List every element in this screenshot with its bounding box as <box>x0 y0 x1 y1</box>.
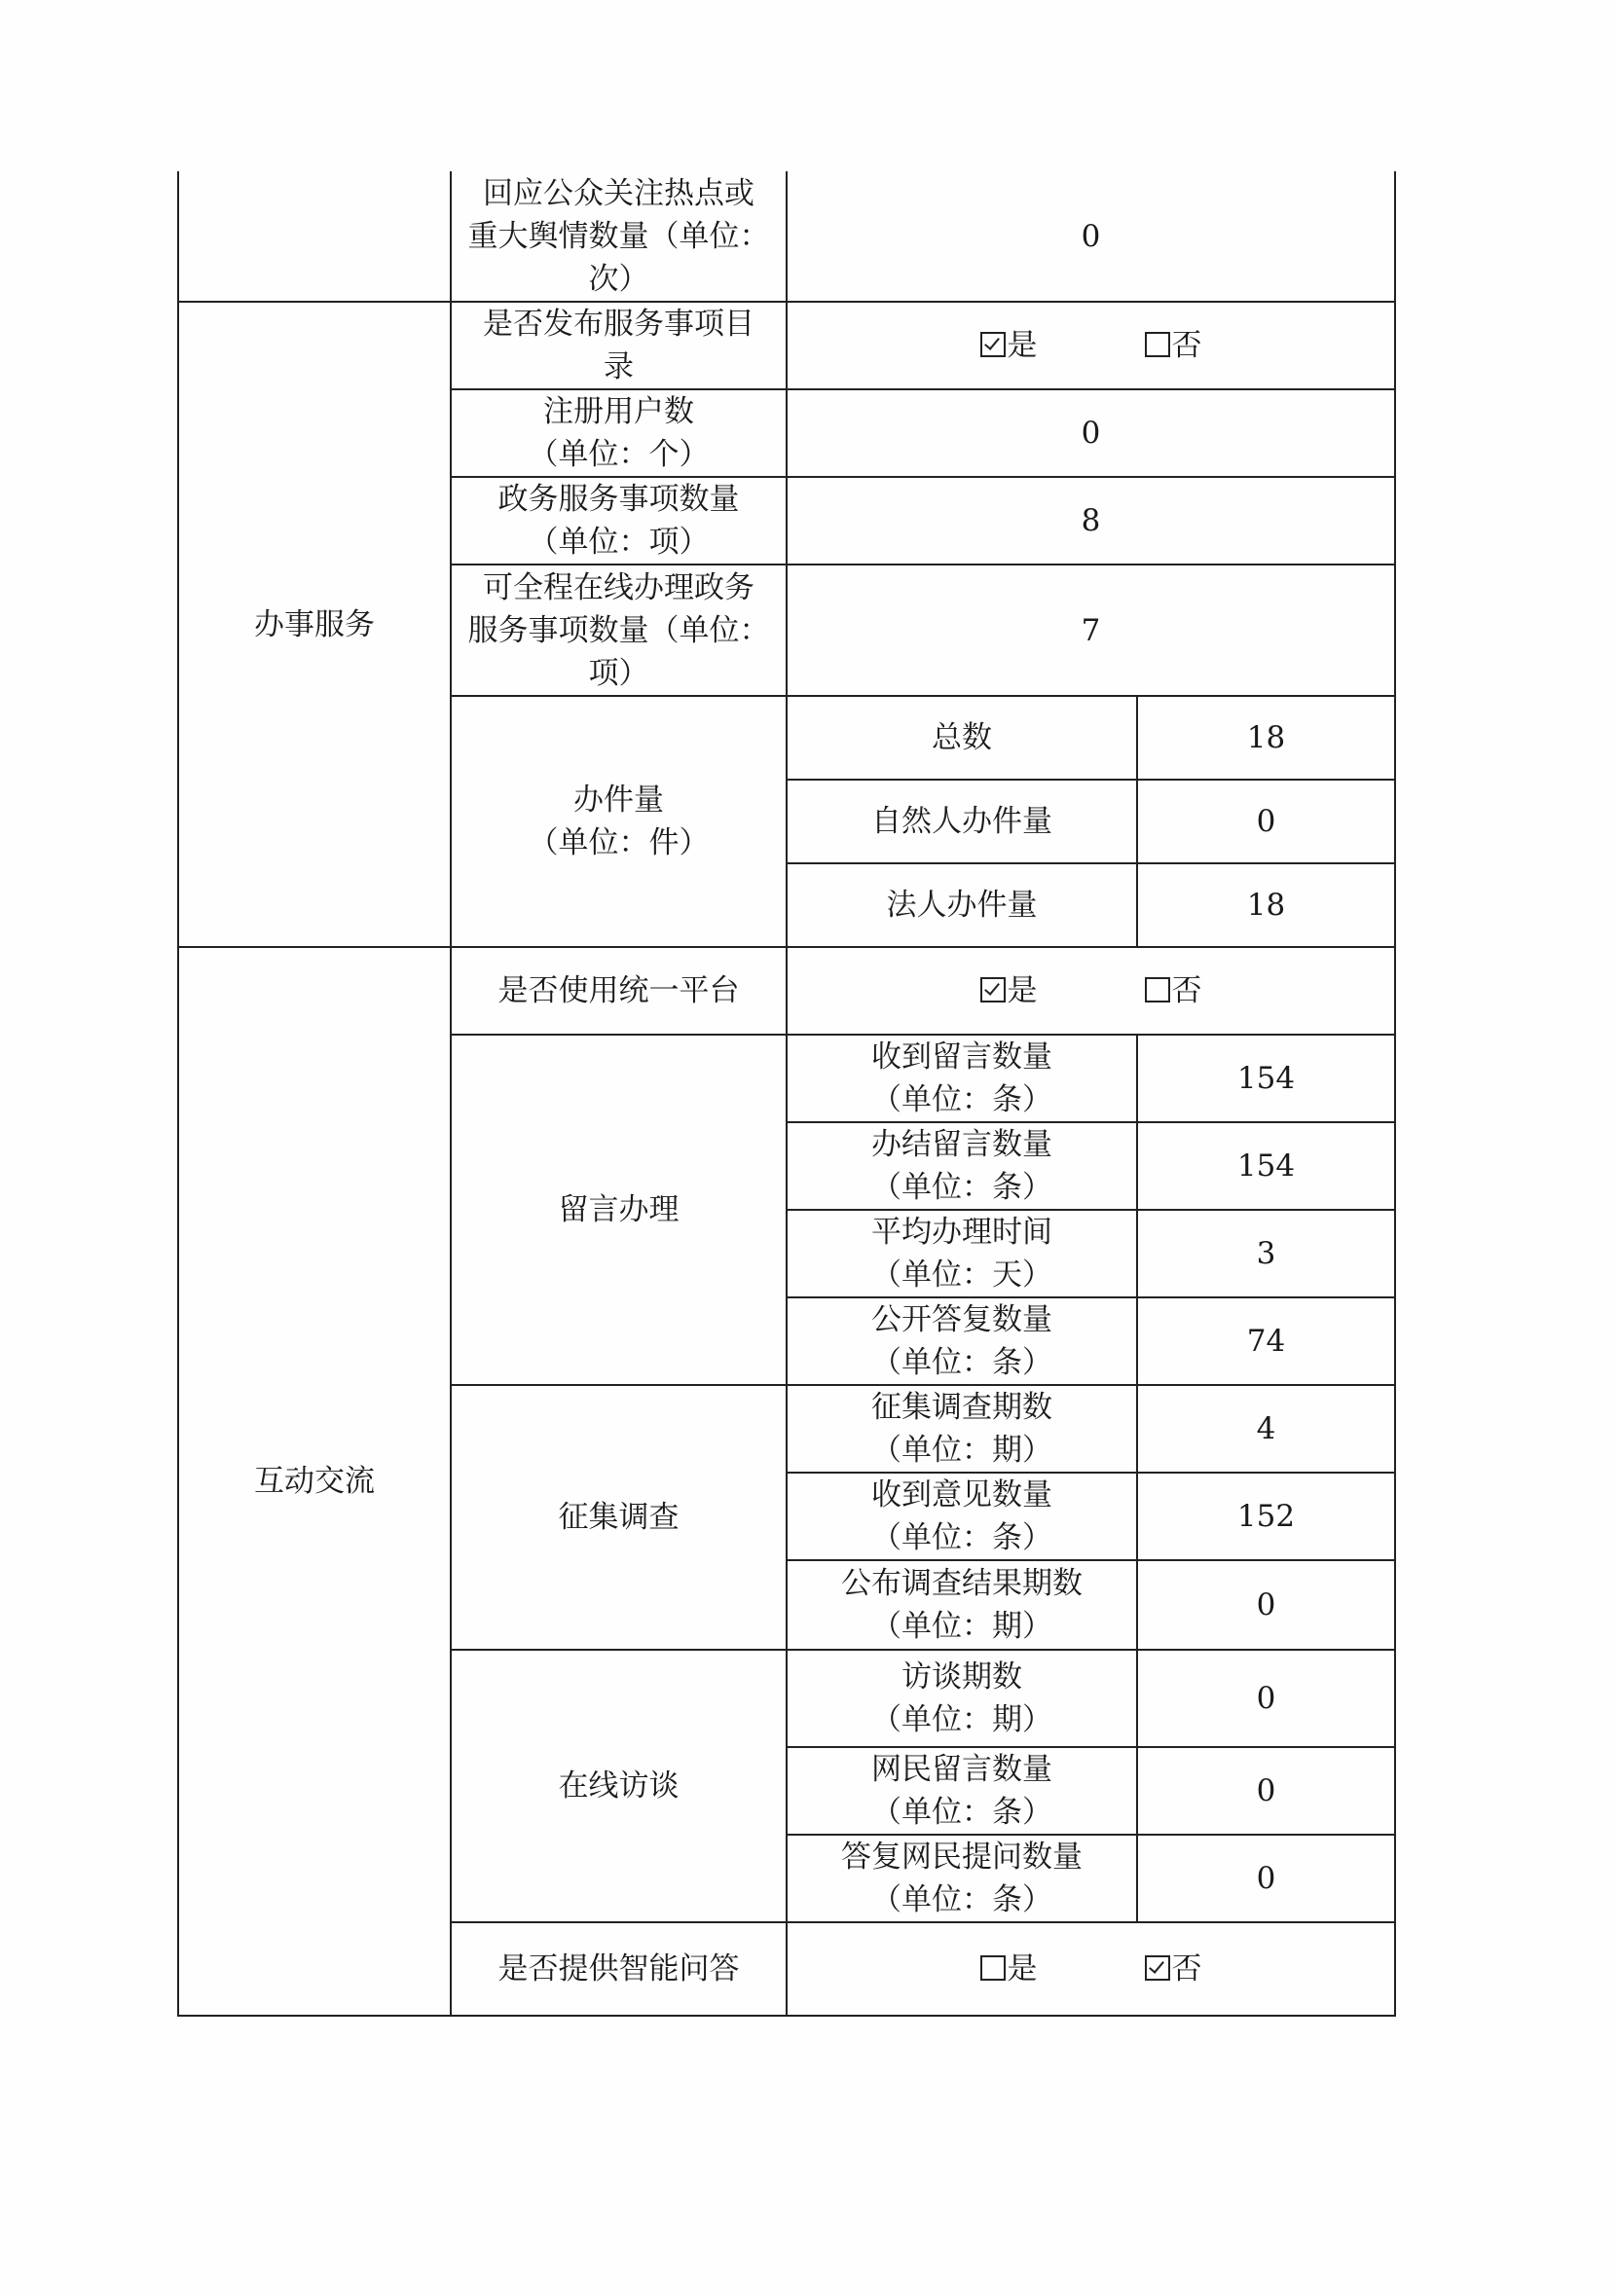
sub-value: 154 <box>1137 1035 1395 1122</box>
row-label: 办件量 （单位：件） <box>451 696 787 947</box>
sub-value: 0 <box>1137 1650 1395 1747</box>
sub-value: 18 <box>1137 696 1395 780</box>
yes-option[interactable]: 是 <box>980 969 1038 1012</box>
sub-value: 0 <box>1137 1835 1395 1922</box>
checkbox-checked-icon[interactable] <box>1145 1955 1170 1981</box>
unified-platform-row <box>178 947 1395 1035</box>
row-value: 7 <box>787 565 1395 696</box>
row-label: 政务服务事项数量 （单位：项） <box>451 477 787 565</box>
no-option[interactable]: 否 <box>1145 1948 1202 1990</box>
sub-value: 0 <box>1137 1747 1395 1835</box>
group-label-messages: 留言办理 <box>451 1035 787 1385</box>
sub-value: 74 <box>1137 1297 1395 1385</box>
sub-label: 公布调查结果期数 （单位：期） <box>787 1560 1137 1650</box>
sub-value: 4 <box>1137 1385 1395 1473</box>
sub-label: 自然人办件量 <box>787 780 1137 863</box>
sub-label: 征集调查期数 （单位：期） <box>787 1385 1137 1473</box>
smart-qa-choice <box>787 1922 1395 2016</box>
section-cell-empty <box>178 171 451 302</box>
sub-label: 办结留言数量 （单位：条） <box>787 1122 1137 1210</box>
sub-value: 0 <box>1137 780 1395 863</box>
row-label: 可全程在线办理政务 服务事项数量（单位： 项） <box>451 565 787 696</box>
sub-value: 152 <box>1137 1473 1395 1560</box>
sub-label: 平均办理时间 （单位：天） <box>787 1210 1137 1297</box>
no-option[interactable]: 否 <box>1145 969 1202 1012</box>
row-label: 是否使用统一平台 <box>451 947 787 1035</box>
row-label: 是否发布服务事项目 录 <box>451 302 787 389</box>
sub-value: 0 <box>1137 1560 1395 1650</box>
checkbox-checked-icon[interactable] <box>980 977 1006 1002</box>
row-value: 0 <box>787 389 1395 477</box>
statistics-table <box>177 171 1396 2017</box>
sub-value: 18 <box>1137 863 1395 947</box>
section-label-service: 办事服务 <box>178 302 451 947</box>
row-label: 注册用户数 （单位：个） <box>451 389 787 477</box>
sub-label: 网民留言数量 （单位：条） <box>787 1747 1137 1835</box>
sub-label: 收到意见数量 （单位：条） <box>787 1473 1137 1560</box>
sub-label: 总数 <box>787 696 1137 780</box>
checkbox-empty-icon[interactable] <box>1145 977 1170 1002</box>
checkbox-empty-icon[interactable] <box>1145 332 1170 357</box>
row-value: 8 <box>787 477 1395 565</box>
catalog-choice <box>787 302 1395 389</box>
group-label-surveys: 征集调查 <box>451 1385 787 1650</box>
catalog-row <box>178 302 1395 389</box>
sub-label: 访谈期数 （单位：期） <box>787 1650 1137 1747</box>
row-label: 回应公众关注热点或 重大舆情数量（单位： 次） <box>451 171 787 302</box>
sub-value: 3 <box>1137 1210 1395 1297</box>
hot-topics-row <box>178 171 1395 302</box>
yes-option[interactable]: 是 <box>980 324 1038 367</box>
checkbox-empty-icon[interactable] <box>980 1955 1006 1981</box>
yes-option[interactable]: 是 <box>980 1948 1038 1990</box>
no-option[interactable]: 否 <box>1145 324 1202 367</box>
sub-label: 公开答复数量 （单位：条） <box>787 1297 1137 1385</box>
group-label-interviews: 在线访谈 <box>451 1650 787 1922</box>
sub-label: 收到留言数量 （单位：条） <box>787 1035 1137 1122</box>
row-label: 是否提供智能问答 <box>451 1922 787 2016</box>
unified-platform-choice <box>787 947 1395 1035</box>
sub-label: 答复网民提问数量 （单位：条） <box>787 1835 1137 1922</box>
row-value: 0 <box>787 171 1395 302</box>
sub-value: 154 <box>1137 1122 1395 1210</box>
checkbox-checked-icon[interactable] <box>980 332 1006 357</box>
section-label-interaction: 互动交流 <box>178 947 451 2016</box>
sub-label: 法人办件量 <box>787 863 1137 947</box>
